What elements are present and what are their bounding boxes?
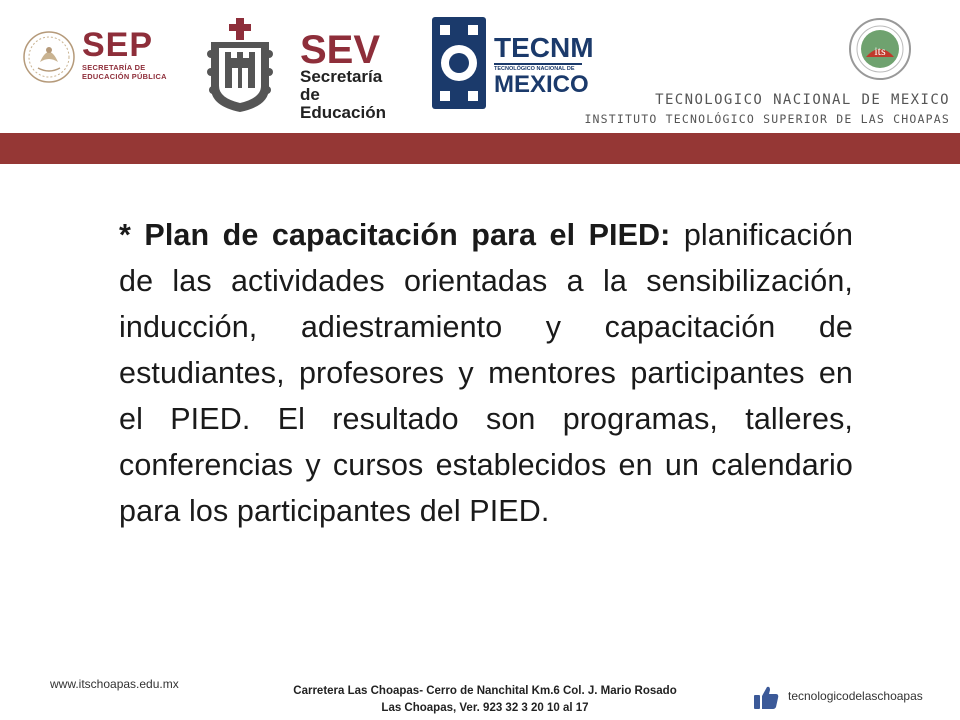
sev-subtitle-2: de Educación	[300, 85, 386, 122]
facebook-link[interactable]	[752, 683, 952, 713]
institution-name: TECNOLOGICO NACIONAL DE MEXICO	[655, 92, 950, 108]
tecnm-title: TECNM	[494, 32, 594, 63]
header-bar	[0, 133, 960, 164]
sep-subtitle-2: EDUCACIÓN PÚBLICA	[82, 72, 167, 81]
address-line-2: Las Choapas, Ver. 923 32 3 20 10 al 17	[381, 702, 589, 714]
sev-logo	[205, 18, 405, 122]
facebook-page-name: tecnologicodelaschoapas	[788, 689, 923, 703]
tecnm-country: MEXICO	[494, 71, 589, 98]
website-link[interactable]: www.itschoapas.edu.mx	[50, 677, 179, 691]
sep-logo	[22, 28, 192, 86]
tecnm-logo	[430, 15, 594, 111]
veracruz-shield-icon	[205, 18, 275, 114]
svg-text:its: its	[874, 44, 886, 58]
institution-subtitle: INSTITUTO TECNOLÓGICO SUPERIOR DE LAS CHOAPAS	[584, 112, 950, 126]
sep-title: SEP	[82, 26, 154, 64]
tecnm-gear-icon	[430, 15, 488, 111]
content-lead: * Plan de capacitación para el PIED:	[119, 218, 671, 252]
content-text: planificación de las actividades orientadas a la sensibilización, inducción, adiestramiento y capacitación de estudiantes, profesores y mentores participantes en el PIED. El resultado son programas, talleres, conferencias y cursos establecidos en un calendario para los participantes del PIED.	[119, 218, 854, 528]
thumbs-up-icon	[752, 683, 780, 711]
sev-title: SEV	[300, 28, 381, 72]
address	[240, 683, 730, 717]
tecnm-middle: TECNOLÓGICO NACIONAL DE	[494, 66, 575, 72]
mexico-seal-icon	[22, 28, 76, 86]
address-line-1: Carretera Las Choapas- Cerro de Nanchital Km.6 Col. J. Mario Rosado	[293, 685, 677, 697]
sev-subtitle-1: Secretaría	[300, 67, 383, 86]
slide-body	[119, 212, 853, 534]
its-choapas-seal-icon	[848, 17, 912, 81]
sep-subtitle-1: SECRETARÍA DE	[82, 63, 146, 72]
